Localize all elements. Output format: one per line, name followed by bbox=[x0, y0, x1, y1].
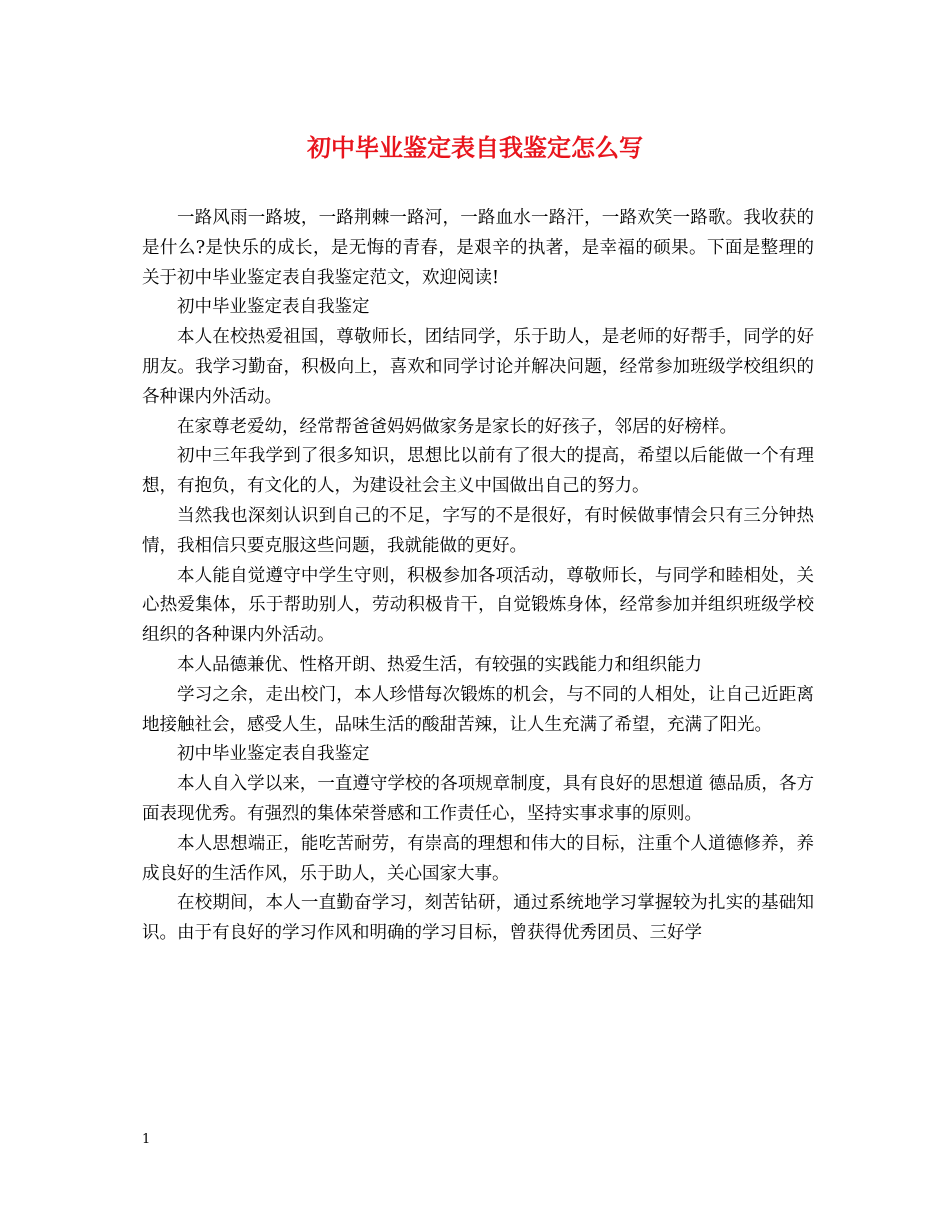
paragraph: 一路风雨一路坡，一路荆棘一路河，一路血水一路汗，一路欢笑一路歌。我收获的是什么?是快乐的成长，是无悔的青春，是艰辛的执著，是幸福的硕果。下面是整理的关于初中毕业鉴定表自我鉴定范文，欢迎阅读! bbox=[142, 208, 814, 288]
paragraph: 本人思想端正，能吃苦耐劳，有崇高的理想和伟大的目标，注重个人道德修养，养成良好的生活作风，乐于助人，关心国家大事。 bbox=[142, 833, 814, 884]
paragraph: 在家尊老爱幼，经常帮爸爸妈妈做家务是家长的好孩子，邻居的好榜样。 bbox=[177, 416, 737, 437]
document-body bbox=[142, 204, 814, 949]
paragraph: 在校期间，本人一直勤奋学习，刻苦钻研，通过系统地学习掌握较为扎实的基础知识。由于有良好的学习作风和明确的学习目标，曾获得优秀团员、三好学 bbox=[142, 893, 814, 944]
paragraph: 学习之余，走出校门，本人珍惜每次锻炼的机会，与不同的人相处，让自己近距离地接触社会，感受人生，品味生活的酸甜苦辣，让人生充满了希望，充满了阳光。 bbox=[142, 684, 814, 735]
paragraph: 当然我也深刻认识到自己的不足，字写的不是很好，有时候做事情会只有三分钟热情，我相信只要克服这些问题，我就能做的更好。 bbox=[142, 505, 814, 556]
section-heading: 初中毕业鉴定表自我鉴定 bbox=[177, 744, 370, 765]
page-number: 1 bbox=[142, 1132, 151, 1147]
paragraph: 本人能自觉遵守中学生守则，积极参加各项活动，尊敬师长，与同学和睦相处，关心热爱集体，乐于帮助别人，劳动积极肯干，自觉锻炼身体，经常参加并组织班级学校组织的各种课内外活动。 bbox=[142, 565, 814, 646]
paragraph: 本人品德兼优、性格开朗、热爱生活，有较强的实践能力和组织能力 bbox=[177, 654, 702, 675]
section-heading: 初中毕业鉴定表自我鉴定 bbox=[177, 297, 370, 318]
document-title: 初中毕业鉴定表自我鉴定怎么写 bbox=[307, 133, 643, 162]
paragraph: 本人在校热爱祖国，尊敬师长，团结同学，乐于助人，是老师的好帮手，同学的好朋友。我学习勤奋，积极向上，喜欢和同学讨论并解决问题，经常参加班级学校组织的各种课内外活动。 bbox=[142, 327, 814, 407]
paragraph: 初中三年我学到了很多知识，思想比以前有了很大的提高，希望以后能做一个有理想，有抱负，有文化的人，为建设社会主义中国做出自己的努力。 bbox=[142, 446, 814, 497]
paragraph: 本人自入学以来，一直遵守学校的各项规章制度，具有良好的思想道 德品质，各方面表现优秀。有强烈的集体荣誉感和工作责任心，坚持实事求事的原则。 bbox=[142, 774, 814, 824]
